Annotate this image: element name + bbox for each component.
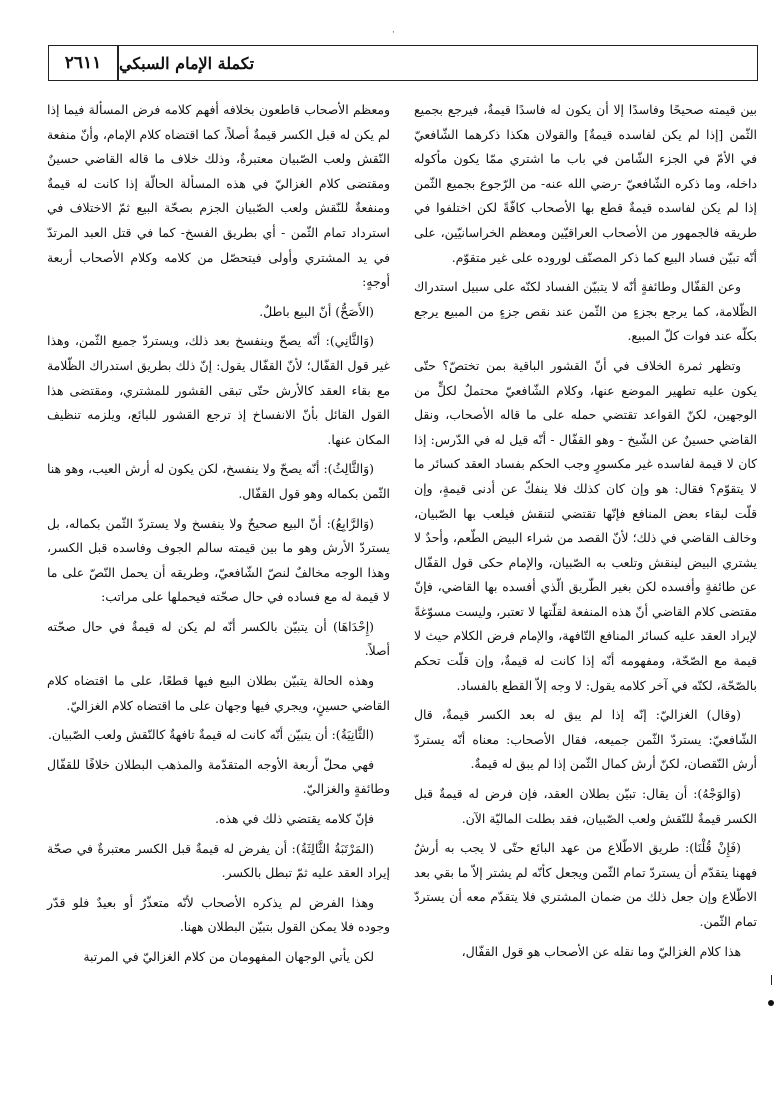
paragraph: (الثَّانِيَةُ): أن يتبيّن أنّه كانت له قيمةٌ تافهةٌ كالنّقش ولعب الصّبيان. (47, 727, 374, 743)
paragraph: هذا كلام الغزاليّ وما نقله عن الأصحاب هو قول القفّال، (461, 943, 741, 959)
paragraph: ومعظم الأصحاب قاطعون بخلافه أفهم كلامه فرض المسألة فيما إذا لم يكن له قبل الكسر قيمةٌ أصلاً، كما اقتضاه كلام الإمام، وأنّ منفعة النّقش ولعب الصّبيان معتبرةٌ، وذلك خلاف ما قاله القاضي حسينٌ ومقتضى كلام الغزاليّ في هذه المسألة الحالّة إذا كانت له قيمةٌ ومنفعةٌ للنّقش ولعب الصّبيان الجزم بصحّة البيع ثمّ الاختلاف في استرداد تمام الثّمن - أي بطريق الفسخ- كما في قتل العبد المرتدّ في يد المشتري وأولى فيتحصّل من كلامه وكلام الأصحاب أربعة أوجهٍ: (47, 102, 390, 290)
paragraph: بين قيمته صحيحًا وفاسدًا إلا أن يكون له فاسدًا قيمةٌ، فيرجع بجميع الثّمن [إذا لم يكن لفاسده قيمةٌ] والقولان هكذا ذكرهما الشّافعيّ في الأمّ في الجزء الشّامن في باب ما اشتري ممّا يكون مأكوله داخله، وما ذكره الشّافعيّ -رضي الله عنه- من الرّجوع بجميع الثّمن إذا لم يكن لفاسده قيمةٌ قطع بها الأصحاب كافّةً لكن اختلفوا في طريقه فالجمهور من الأصحاب العراقيّين ومعظم الخراسانيّين، على أنّه تبيّن فساد البيع كما ذكر المصنّف لوروده على غير متقوّم. (414, 102, 757, 265)
paragraph: (الأَصَحُّ) أنّ البيع باطلٌ. (259, 303, 374, 319)
paragraph: (المَرْتَبَةُ الثَّالِثَةُ): أن يفرض له قيمةٌ قبل الكسر معتبرةٌ في صحّة إيراد العقد عليه ثمّ تبطل بالكسر. (47, 840, 390, 881)
paragraph: (وَالرَّابِعُ): أنّ البيع صحيحٌ ولا ينفسخ ولا يستردّ الثّمن بكماله، بل يستردّ الأرش وهو ما بين قيمته سالم الجوف وفاسده قبل الكسر، وهذا الوجه مخالفٌ لنصّ الشّافعيّ، وطريقه أن يحمل النّصّ على ما لا قيمة له مع فساده في حال صحّته فيحملها على مراتب: (47, 515, 390, 605)
left-text-column (47, 98, 390, 975)
paragraph: (وَالثَّانِي): أنّه يصحّ وينفسخ بعد ذلك، ويستردّ جميع الثّمن، وهذا غير قول القفّال؛ لأنّ القفّال يقول: إنّ ذلك بطريق استدراك الظّلامة مع بقاء العقد كالأرش حتّى تبقى القشور للمشتري، ومقتضى هذا القول القائل بأنّ الانفساخ إذ ترجع القشور للبائع، ويلزمه تنظيف المكان عنها. (47, 333, 390, 447)
paragraph: وتظهر ثمرة الخلاف في أنّ القشور الباقية بمن تختصّ؟ حتّى يكون عليه تطهير الموضع عنها، وكلام الشّافعيّ محتملٌ لكلٍّ من الوجهين، لكنّ القواعد تقتضي حمله على ما قاله الأصحاب، ونقل القاضي حسينٌ عن الشّيخ - وهو القفّال - أنّه قيل له في الدّرس: إذا كان لا قيمة لفاسده غير مكسورٍ وجب الحكم بفساد العقد كسائر ما لا يتقوّم؟ فقال: هو وإن كان كذلك فلا ينفكّ عن أدنى قيمةٍ، وإن قلّت لبقاء بعض المنافع فإنّها تقتضي لتنقش فيلعب بها الصّبيان، وخالف القاضي في ذلك؛ لأنّ القصد من شراء البيض الطّعم، وأحدٌ لا يشتري البيض لينقش وتلعب به الصّبيان، والإمام حكى قول القفّال عن طائفةٍ وأفسده لكن بغير الطّريق الّذي أفسده بها القاضي، فإنّ مقتضى كلام القاضي أنّ هذه المنفعة لقلّتها لا تعتبر، وليست مسوّغةً لإيراد العقد عليه كسائر المنافع التّافهة، والإمام فرض الكلام حيث لا قيمة مع الصّحّة، ومفهومه أنّه إذا كانت له قيمةٌ، وإن قلّت تحكم بالصّحّة، لكنّه في آخر كلامه يقول: لا وجه إلاّ القطع بالفساد. (414, 357, 757, 693)
paragraph: فإنّ كلامه يقتضي ذلك في هذه. (214, 811, 374, 827)
paragraph: وعن القفّال وطائفةٍ أنّه لا يتبيّن الفساد لكنّه على سبيل استدراك الظّلامة، كما يرجع بجزءٍ من الثّمن عند نقص جزءٍ من المبيع يرجع بكلّه عند فوات كلّ المبيع. (414, 279, 757, 344)
page-header (48, 45, 758, 81)
margin-mark (771, 975, 772, 985)
paragraph: (وقال) الغزاليّ: إنّه إذا لم يبق له بعد الكسر قيمةٌ، قال الشّافعيّ: يستردّ الثّمن جميعه، فقال الأصحاب: معناه أنّه يستردّ أرش النّقصان، لكنّ أرش كمال الثّمن إذا لم يبق له قيمةٌ. (414, 707, 757, 772)
top-center-mark: · (392, 28, 395, 38)
right-text-column (414, 98, 757, 969)
paragraph: (وَالثَّالِثُ): أنّه يصحّ ولا ينفسخ، لكن يكون له أرش العيب، وهو هنا الثّمن بكماله وهو قول القفّال. (47, 461, 390, 501)
page-number: ٢٦١١ (64, 53, 102, 73)
paragraph: لكن يأتي الوجهان المفهومان من كلام الغزاليّ في المرتبة (83, 949, 374, 964)
running-title: تكملة الإمام السبكي (119, 53, 255, 73)
paragraph: وهذا الفرض لم يذكره الأصحاب لأنّه متعذّرٌ أو بعيدٌ فلو قدّر وجوده فلا يمكن القول بتبيّن البطلان ههنا. (47, 894, 390, 935)
margin-dot (768, 1000, 774, 1006)
paragraph: (إِحْدَاهَا) أن يتبيّن بالكسر أنّه لم يكن له قيمةٌ في حال صحّته أصلاً. (47, 618, 390, 659)
paragraph: فهي محلّ أربعة الأوجه المتقدّمة والمذهب البطلان خلافًا للقفّال وطائفةٍ والغزاليّ. (47, 756, 390, 797)
paragraph: (فَإِنْ قُلْنَا): طريق الاطّلاع من عهد البائع حتّى لا يجب به أرشٌ فههنا يتقدّم أن يستردّ تمام الثّمن ويجعل كأنّه لم يشتر إلاّ ما بقي بعد الاطّلاع وإن جعل ذلك من ضمان المشتري فلا يتقدّم معه أن يستردّ تمام الثّمن. (414, 840, 757, 929)
paragraph: وهذه الحالة يتبيّن بطلان البيع فيها قطعًا، على ما اقتضاه كلام القاضي حسينٍ، ويجري فيها وجهان على ما اقتضاه كلام الغزاليّ. (47, 673, 390, 713)
paragraph: (وَالوَجْهُ): أن يقال: تبيّن بطلان العقد، فإن فرض له قيمةٌ قبل الكسر قيمةٌ للنّقش ولعب الصّبيان، فقد بطلت الماليّة الآن. (414, 786, 757, 826)
